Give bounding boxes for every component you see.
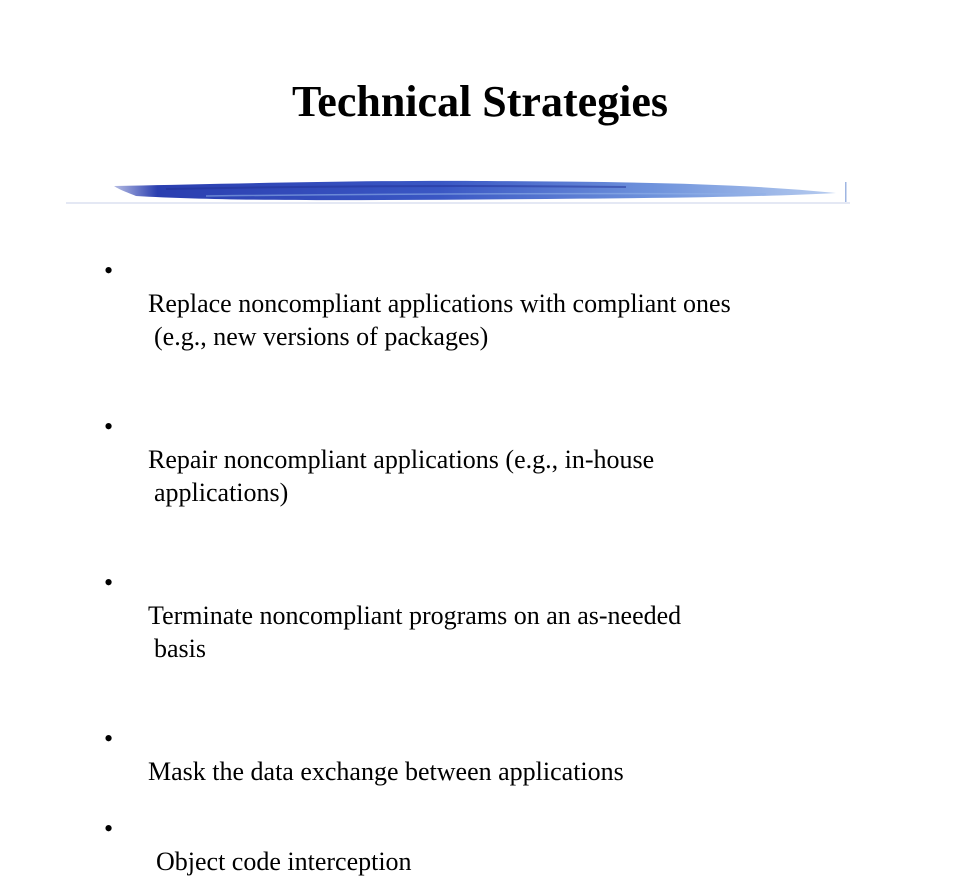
- bullet-item-mask: [100, 722, 900, 788]
- bullet-dot: •: [104, 568, 114, 597]
- brush-stroke-divider: [66, 176, 850, 208]
- bullet-line-1: Terminate noncompliant programs on an as-needed: [148, 601, 682, 630]
- bullet-item-replace: [100, 254, 900, 386]
- bullet-text: [148, 254, 900, 386]
- bullet-dot: •: [104, 412, 114, 441]
- bullet-text: [148, 566, 900, 698]
- bullet-dot: •: [104, 256, 114, 285]
- bullet-item-object-code: [100, 812, 900, 878]
- slide-title: Technical Strategies: [292, 77, 668, 126]
- bullet-line-2: (e.g., new versions of packages): [154, 322, 489, 351]
- bullet-line-1: Repair noncompliant applications (e.g., in-house: [148, 445, 655, 474]
- bullet-line-1: Object code interception: [156, 847, 412, 876]
- bullet-text: [148, 812, 900, 878]
- bullet-line-2: applications): [154, 478, 289, 507]
- bullet-line-1: Replace noncompliant applications with compliant ones: [148, 289, 731, 318]
- bullet-item-repair: [100, 410, 900, 542]
- bullet-list: [100, 254, 900, 878]
- bullet-dot: •: [104, 724, 114, 753]
- bullet-dot: •: [104, 814, 114, 843]
- bullet-line-1: Mask the data exchange between applications: [148, 757, 624, 786]
- bullet-text: [148, 722, 900, 788]
- bullet-text: [148, 410, 900, 542]
- bullet-line-2: basis: [154, 634, 206, 663]
- bullet-item-terminate: [100, 566, 900, 698]
